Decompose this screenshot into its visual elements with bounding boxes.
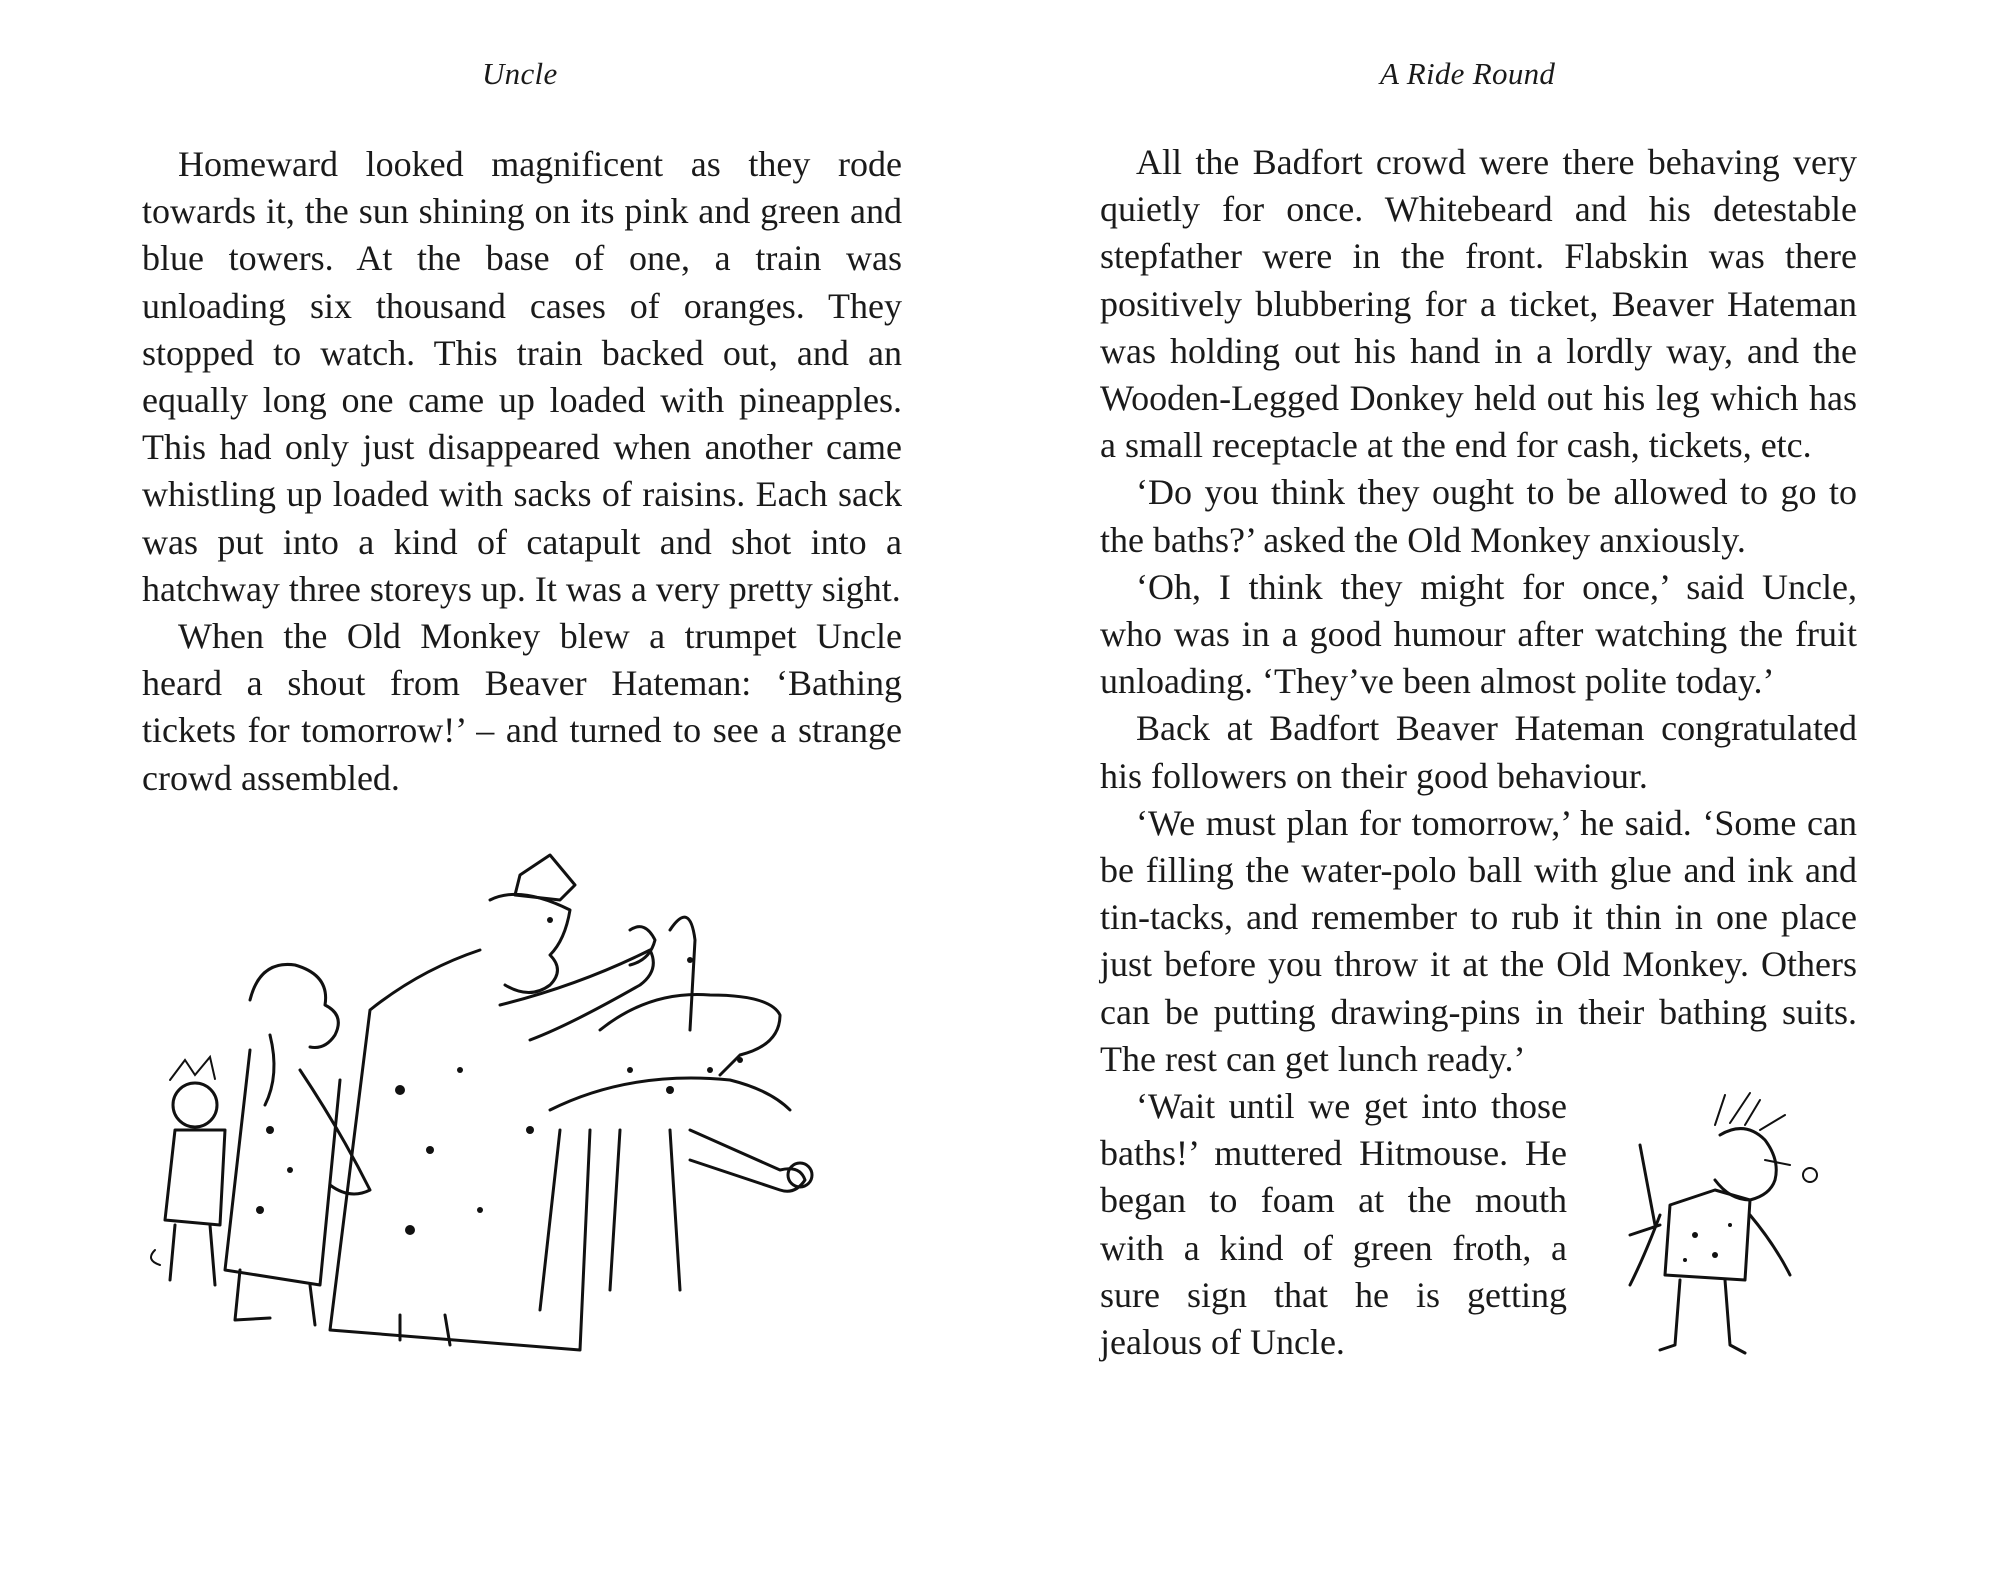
whitebeard-figure-drawing bbox=[225, 964, 370, 1325]
hitmouse-illustration bbox=[1620, 1085, 1860, 1365]
left-body-text bbox=[142, 141, 902, 802]
stepfather-figure-drawing bbox=[330, 855, 655, 1350]
left-paragraph: Homeward looked magnificent as they rode towards it, the sun shining on its pink and green and blue towers. At the base of one, a train was unloading six thousand cases of oranges. They stopped to watch. This train backed out, and an equally long one came up loaded with pineapples. This had only just disappeared when another came whistling up loaded with sacks of raisins. Each sack was put into a kind of catapult and shot into a hatchway three storeys up. It was a very pretty sight. bbox=[142, 144, 902, 609]
right-paragraph-wrapped: ‘Wait until we get into those baths!’ muttered Hitmouse. He began to foam at the mouth with a kind of green froth, a sure sign that he is getting jealous of Uncle. bbox=[1100, 1086, 1567, 1363]
right-page bbox=[1000, 0, 2000, 1582]
left-running-head: Uncle bbox=[482, 56, 558, 91]
badfort-crowd-illustration bbox=[150, 830, 910, 1360]
small-figure-drawing bbox=[151, 1057, 225, 1285]
right-paragraph: All the Badfort crowd were there behaving very quietly for once. Whitebeard and his detestable stepfather were in the front. Flabskin was there positively blubbering for a ticket, Beaver Hateman was holding out his hand in a lordly way, and the Wooden-Legged Donkey held out his leg which has a small receptacle at the end for cash, tickets, etc. bbox=[1100, 142, 1857, 466]
right-paragraph: Back at Badfort Beaver Hateman congratulated his followers on their good behaviour. bbox=[1100, 708, 1857, 796]
right-paragraph: ‘We must plan for tomorrow,’ he said. ‘Some can be filling the water-polo ball with glue and ink and tin-tacks, and remember to rub it thin in one place just before you throw it at the Old Monkey. Others can be putting drawing-pins in their bathing suits. The rest can get lunch ready.’ bbox=[1100, 802, 1857, 1079]
wooden-legged-donkey-drawing bbox=[540, 917, 812, 1310]
left-paragraph: When the Old Monkey blew a trumpet Uncle heard a shout from Beaver Hateman: ‘Bathing tickets for tomorrow!’ – and turned to see a strange crowd assembled. bbox=[142, 616, 902, 798]
right-paragraph: ‘Do you think they ought to be allowed to go to the baths?’ asked the Old Monkey anxiously. bbox=[1100, 472, 1857, 560]
right-paragraph: ‘Oh, I think they might for once,’ said Uncle, who was in a good humour after watching the fruit unloading. ‘They’ve been almost polite today.’ bbox=[1100, 566, 1857, 702]
right-running-head: A Ride Round bbox=[1380, 56, 1556, 91]
